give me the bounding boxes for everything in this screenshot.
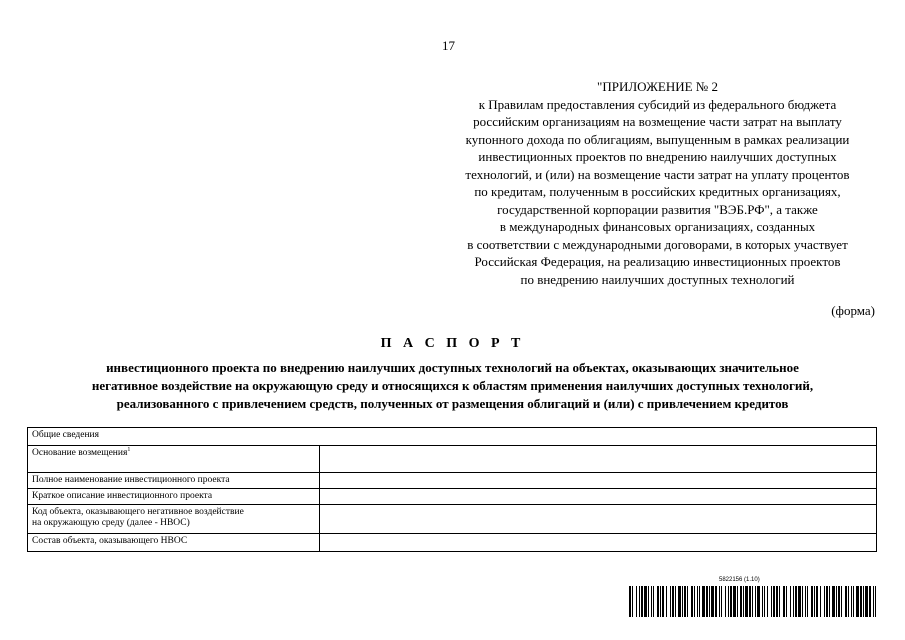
nvos-code-label-line: Код объекта, оказывающего негативное воздействие: [32, 507, 244, 517]
barcode-bar: [743, 586, 744, 617]
passport-subtitle-line: реализованного с привлечением средств, полученных от размещения облигаций и (или) с привлечением кредитов: [116, 396, 789, 411]
barcode-bar: [875, 586, 876, 617]
barcode-bar: [639, 586, 640, 617]
table-value-cell[interactable]: [320, 505, 877, 534]
barcode-bar: [728, 586, 729, 617]
table-label-cell: Полное наименование инвестиционного проекта: [28, 473, 320, 489]
barcode-bar: [776, 586, 778, 617]
barcode-bar: [629, 586, 631, 617]
passport-title: П А С П О Р Т: [380, 336, 525, 351]
barcode-bar: [697, 586, 698, 617]
barcode-bar: [824, 586, 825, 617]
barcode-bar: [773, 586, 775, 617]
passport-table: [27, 427, 877, 552]
appendix-line: купонного дохода по облигациям, выпущенным в рамках реализации: [465, 131, 850, 147]
barcode-bar: [863, 586, 864, 617]
table-row: [28, 473, 877, 489]
barcode-bar: [749, 586, 751, 617]
nvos-code-label-line: на окружающую среду (далее - НВОС): [32, 518, 190, 528]
barcode-bar: [648, 586, 649, 617]
appendix-line: к Правилам предоставления субсидий из федерального бюджета: [478, 96, 837, 112]
appendix-line: государственной корпорации развития "ВЭБ.РФ", а также: [497, 201, 818, 217]
appendix-line: инвестиционных проектов по внедрению наилучших доступных: [478, 149, 837, 164]
barcode-bar: [666, 586, 667, 617]
barcode-bar: [660, 586, 661, 617]
barcode-bar: [851, 586, 852, 617]
barcode-bar: [725, 586, 726, 617]
barcode-bar: [740, 586, 742, 617]
barcode-bar: [755, 586, 756, 617]
passport-subtitle-line: негативное воздействие на окружающую среду и относящихся к областям применения наилучших доступных технологий,: [91, 378, 814, 393]
table-row: [28, 534, 877, 552]
form-label: (форма): [831, 303, 875, 318]
barcode-bar: [752, 586, 753, 617]
barcode-bar: [657, 586, 659, 617]
barcode-icon: [629, 586, 877, 617]
table-label-cell: [28, 446, 320, 473]
passport-subtitle-line: инвестиционного проекта по внедрению наилучших доступных технологий на объектах, оказывающих значительное: [106, 360, 799, 375]
barcode-bar: [795, 586, 797, 617]
appendix-line: по внедрению наилучших доступных технологий: [520, 271, 795, 287]
table-section-header-row: [28, 428, 877, 446]
barcode-bar: [805, 586, 806, 617]
barcode-bar: [699, 586, 700, 617]
barcode: [629, 577, 877, 617]
barcode-bar: [873, 586, 874, 617]
appendix-line: технологий, и (или) на возмещение части затрат на уплату процентов: [465, 166, 850, 182]
barcode-bar: [853, 586, 854, 617]
barcode-bar: [838, 586, 840, 617]
barcode-bar: [832, 586, 835, 617]
barcode-bar: [711, 586, 714, 617]
barcode-bar: [662, 586, 664, 617]
barcode-bar: [820, 586, 821, 617]
table-value-cell[interactable]: [320, 534, 877, 552]
barcode-bar: [829, 586, 830, 617]
table-label-cell: Краткое описание инвестиционного проекта: [28, 489, 320, 505]
barcode-bar: [767, 586, 768, 617]
barcode-bar: [856, 586, 859, 617]
barcode-bar: [632, 586, 633, 617]
barcode-bar: [771, 586, 772, 617]
appendix-title: "ПРИЛОЖЕНИЕ № 2: [597, 79, 718, 94]
barcode-bar: [816, 586, 818, 617]
barcode-bar: [845, 586, 847, 617]
barcode-bar: [644, 586, 647, 617]
barcode-bar: [670, 586, 671, 617]
barcode-bar: [733, 586, 736, 617]
barcode-bar: [865, 586, 868, 617]
barcode-bar: [651, 586, 652, 617]
barcode-bar: [836, 586, 837, 617]
barcode-bar: [721, 586, 722, 617]
barcode-bar: [641, 586, 643, 617]
barcode-bar: [764, 586, 765, 617]
table-row: [28, 505, 877, 534]
barcode-bar: [694, 586, 695, 617]
barcode-bar: [730, 586, 732, 617]
appendix-heading: [405, 78, 905, 288]
barcode-bar: [762, 586, 763, 617]
barcode-bar: [860, 586, 862, 617]
barcode-bar: [709, 586, 710, 617]
barcode-number: 5822156 (1.10): [719, 577, 760, 583]
barcode-bar: [684, 586, 686, 617]
appendix-line: в соответствии с международными договорами, в которых участвует: [467, 236, 848, 252]
barcode-bar: [811, 586, 813, 617]
barcode-bar: [702, 586, 705, 617]
barcode-bar: [715, 586, 717, 617]
barcode-bar: [678, 586, 681, 617]
barcode-bar: [779, 586, 780, 617]
reimbursement-basis-label: Основание возмещения: [32, 448, 128, 458]
barcode-bar: [653, 586, 654, 617]
barcode-bar: [814, 586, 815, 617]
appendix-line: по кредитам, полученным в российских кредитных организациях,: [474, 184, 841, 199]
barcode-bar: [675, 586, 676, 617]
barcode-bar: [682, 586, 683, 617]
page-number: 17: [442, 38, 455, 53]
barcode-bar: [826, 586, 828, 617]
barcode-bar: [672, 586, 674, 617]
table-label-cell: Состав объекта, оказывающего НВОС: [28, 534, 320, 552]
barcode-bar: [706, 586, 708, 617]
barcode-bar: [783, 586, 785, 617]
barcode-bar: [757, 586, 760, 617]
barcode-bar: [841, 586, 842, 617]
table-row: [28, 489, 877, 505]
table-value-cell[interactable]: [320, 446, 877, 473]
barcode-bar: [691, 586, 693, 617]
footnote-marker: 1: [127, 446, 131, 453]
table-section-header: Общие сведения: [28, 428, 877, 446]
barcode-bar: [687, 586, 688, 617]
barcode-bar: [719, 586, 720, 617]
barcode-bar: [786, 586, 787, 617]
barcode-bar: [793, 586, 794, 617]
barcode-bar: [807, 586, 808, 617]
barcode-bar: [737, 586, 738, 617]
barcode-bar: [790, 586, 791, 617]
passport-subtitle: [40, 359, 865, 413]
appendix-line: Российская Федерация, на реализацию инвестиционных проектов: [474, 254, 841, 269]
barcode-bar: [802, 586, 803, 617]
barcode-bar: [636, 586, 637, 617]
table-value-cell[interactable]: [320, 473, 877, 489]
barcode-bar: [848, 586, 849, 617]
barcode-bar: [745, 586, 748, 617]
appendix-line: в международных финансовых организациях, созданных: [499, 219, 816, 234]
table-value-cell[interactable]: [320, 489, 877, 505]
barcode-bar: [798, 586, 801, 617]
table-row: [28, 446, 877, 473]
appendix-line: российским организациям на возмещение части затрат на выплату: [473, 114, 842, 129]
barcode-bar: [869, 586, 871, 617]
table-label-cell: [28, 505, 320, 534]
